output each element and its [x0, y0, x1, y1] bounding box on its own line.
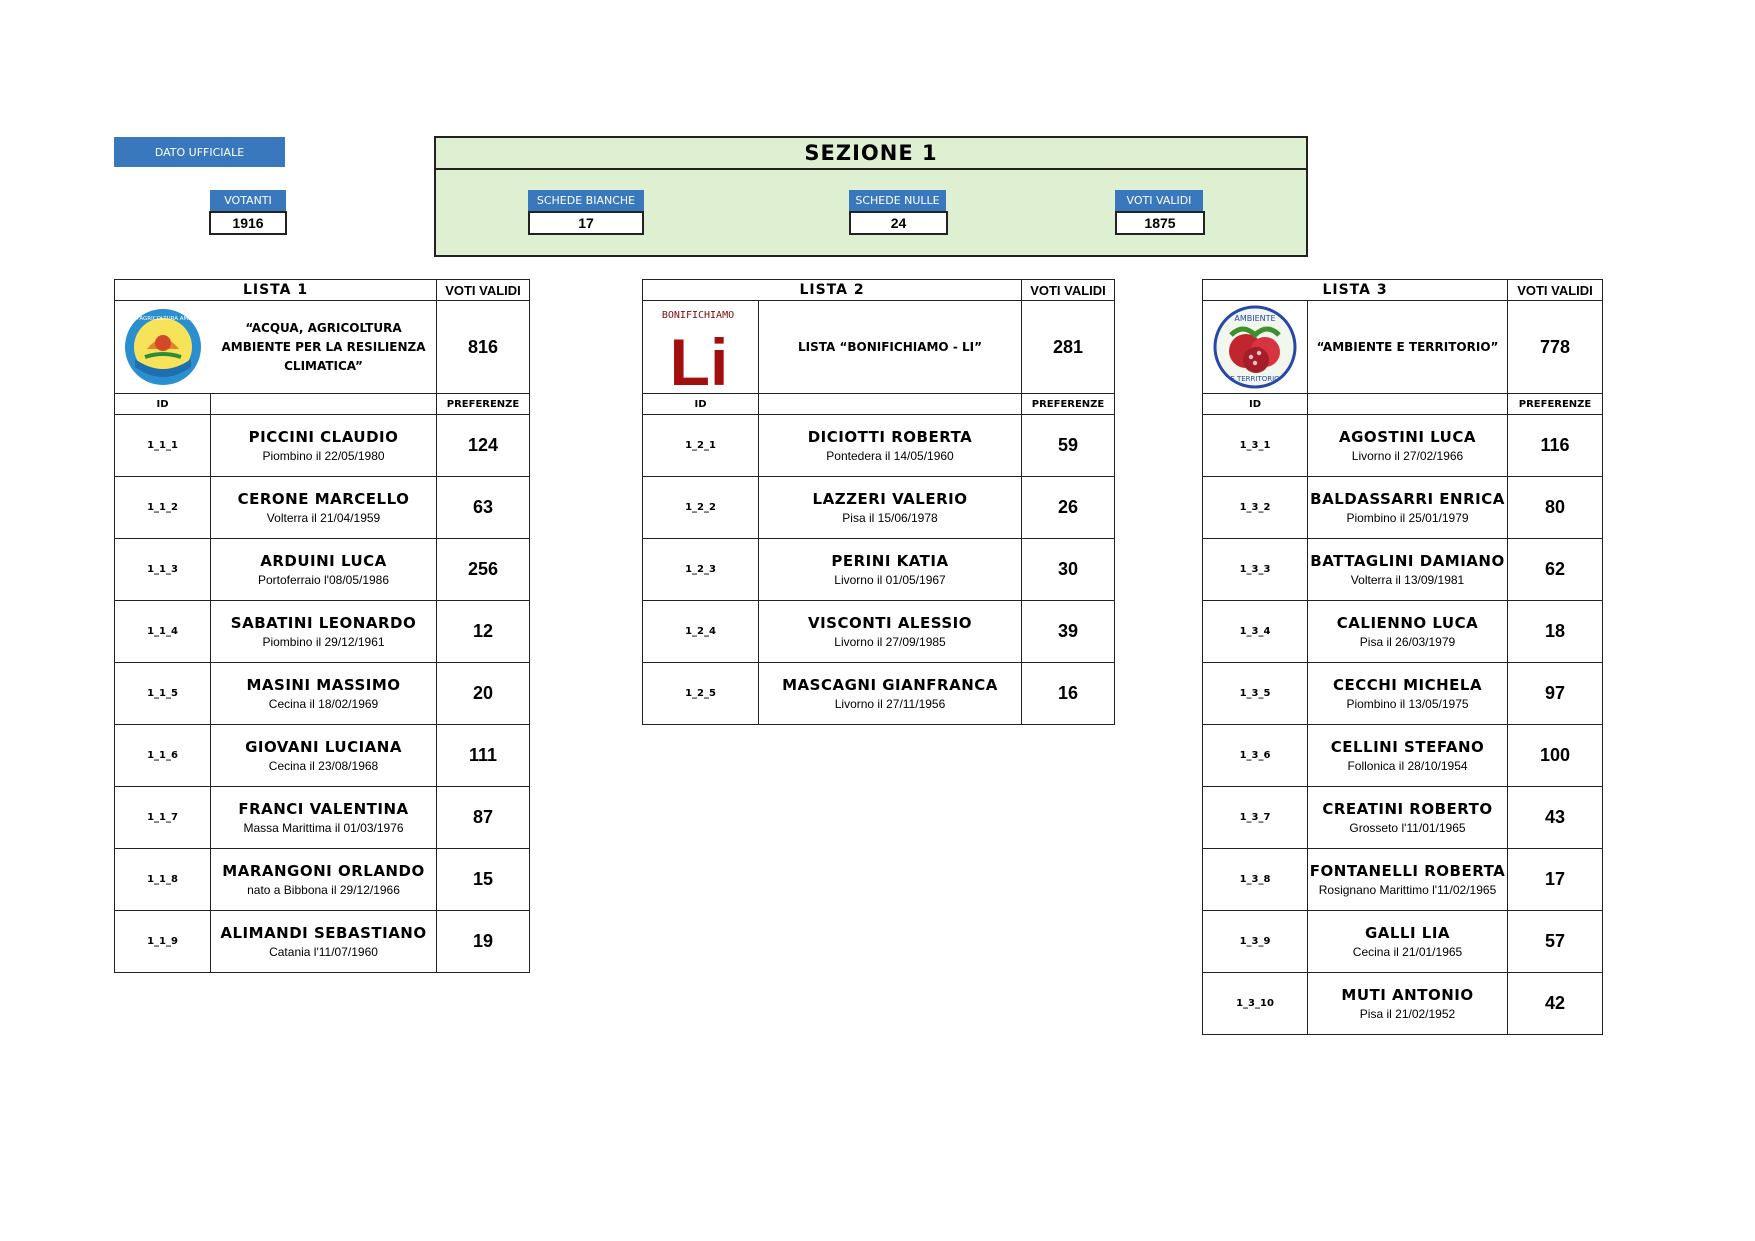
candidate-cell	[211, 663, 437, 725]
logo-lettering-big: Li	[669, 325, 728, 399]
candidate-name: SABATINI LEONARDO	[230, 614, 417, 632]
candidate-birth: Grosseto l'11/01/1965	[1349, 821, 1466, 835]
candidate-birth: nato a Bibbona il 29/12/1966	[247, 883, 400, 897]
candidate-birth: Cecina il 18/02/1969	[268, 697, 379, 711]
candidate-row	[115, 663, 530, 725]
candidate-name: CELLINI STEFANO	[1330, 738, 1485, 756]
candidate-id: 1_1_3	[115, 539, 211, 601]
candidate-row	[115, 725, 530, 787]
candidate-birth: Cecina il 23/08/1968	[268, 759, 379, 773]
candidate-id: 1_2_5	[643, 663, 759, 725]
candidate-preferences: 20	[437, 663, 530, 725]
preferences-header: PREFERENZE	[437, 394, 530, 415]
id-header: ID	[115, 394, 211, 415]
candidate-birth: Massa Marittima il 01/03/1976	[243, 821, 404, 835]
candidate-name: BALDASSARRI ENRICA	[1310, 490, 1505, 508]
candidate-birth: Follonica il 28/10/1954	[1347, 759, 1468, 773]
candidate-cell	[211, 725, 437, 787]
list-name: “AMBIENTE E TERRITORIO”	[1308, 301, 1508, 394]
list-title: LISTA 1	[115, 280, 437, 301]
candidate-row	[1203, 415, 1603, 477]
candidate-name: ARDUINI LUCA	[260, 552, 387, 570]
candidate-preferences: 26	[1022, 477, 1115, 539]
candidate-preferences: 116	[1508, 415, 1603, 477]
candidate-cell	[759, 601, 1022, 663]
candidate-name: MASINI MASSIMO	[246, 676, 401, 694]
candidate-name: AGOSTINI LUCA	[1339, 428, 1476, 446]
candidate-cell	[1308, 539, 1508, 601]
candidate-cell	[211, 787, 437, 849]
candidate-row	[643, 539, 1115, 601]
candidate-name: MUTI ANTONIO	[1341, 986, 1474, 1004]
candidate-cell	[1308, 849, 1508, 911]
candidate-birth: Piombino il 25/01/1979	[1346, 511, 1469, 525]
candidate-cell	[211, 539, 437, 601]
candidate-id: 1_2_3	[643, 539, 759, 601]
candidate-cell	[1308, 725, 1508, 787]
candidate-row	[1203, 973, 1603, 1035]
name-header	[211, 394, 437, 415]
candidate-name: PERINI KATIA	[831, 552, 949, 570]
candidate-cell	[759, 539, 1022, 601]
candidate-id: 1_3_7	[1203, 787, 1308, 849]
preferences-header: PREFERENZE	[1508, 394, 1603, 415]
candidate-cell	[759, 477, 1022, 539]
candidate-row	[643, 415, 1115, 477]
candidate-id: 1_2_1	[643, 415, 759, 477]
candidate-cell	[211, 849, 437, 911]
id-header: ID	[643, 394, 759, 415]
candidate-cell	[211, 477, 437, 539]
candidate-id: 1_2_4	[643, 601, 759, 663]
voti-validi-label: VOTI VALIDI	[1115, 190, 1203, 211]
lista-3-table	[1202, 279, 1603, 1035]
candidate-cell	[1308, 911, 1508, 973]
candidate-id: 1_3_4	[1203, 601, 1308, 663]
list-title: LISTA 3	[1203, 280, 1508, 301]
candidate-preferences: 42	[1508, 973, 1603, 1035]
acqua-agricoltura-ambiente-logo	[115, 307, 211, 387]
schede-bianche-value: 17	[528, 211, 644, 235]
candidate-birth: Piombino il 13/05/1975	[1346, 697, 1469, 711]
candidate-row	[643, 601, 1115, 663]
preferences-header: PREFERENZE	[1022, 394, 1115, 415]
candidate-name: CALIENNO LUCA	[1336, 614, 1479, 632]
ambiente-e-territorio-logo	[1203, 305, 1307, 389]
candidate-id: 1_2_2	[643, 477, 759, 539]
candidate-row	[1203, 787, 1603, 849]
name-header	[1308, 394, 1508, 415]
lista-2-table	[642, 279, 1115, 725]
candidate-birth: Pisa il 26/03/1979	[1359, 635, 1456, 649]
schede-nulle-value: 24	[849, 211, 948, 235]
logo-lettering-top: AMBIENTE	[1234, 314, 1276, 323]
candidate-row	[115, 415, 530, 477]
candidate-cell	[1308, 973, 1508, 1035]
candidate-birth: Volterra il 21/04/1959	[266, 511, 381, 525]
valid-votes-header: VOTI VALIDI	[1508, 280, 1603, 301]
candidate-preferences: 39	[1022, 601, 1115, 663]
candidate-cell	[1308, 787, 1508, 849]
candidate-name: FONTANELLI ROBERTA	[1309, 862, 1506, 880]
candidate-preferences: 87	[437, 787, 530, 849]
list-votes: 281	[1022, 301, 1115, 394]
candidate-preferences: 30	[1022, 539, 1115, 601]
candidate-preferences: 97	[1508, 663, 1603, 725]
candidate-cell	[1308, 601, 1508, 663]
candidate-id: 1_1_5	[115, 663, 211, 725]
votanti-label: VOTANTI	[210, 190, 286, 211]
candidate-row	[643, 477, 1115, 539]
candidate-preferences: 18	[1508, 601, 1603, 663]
section-title: SEZIONE 1	[436, 138, 1306, 170]
candidate-id: 1_3_5	[1203, 663, 1308, 725]
candidate-name: LAZZERI VALERIO	[812, 490, 968, 508]
candidate-id: 1_1_9	[115, 911, 211, 973]
candidate-row	[1203, 849, 1603, 911]
list-votes: 816	[437, 301, 530, 394]
candidate-birth: Pisa il 15/06/1978	[842, 511, 938, 525]
candidate-cell	[211, 415, 437, 477]
candidate-name: GIOVANI LUCIANA	[245, 738, 402, 756]
candidate-birth: Piombino il 22/05/1980	[262, 449, 385, 463]
candidate-preferences: 19	[437, 911, 530, 973]
official-data-badge: DATO UFFICIALE	[114, 137, 285, 167]
candidate-row	[115, 539, 530, 601]
candidate-preferences: 124	[437, 415, 530, 477]
candidate-row	[1203, 663, 1603, 725]
candidate-id: 1_1_4	[115, 601, 211, 663]
candidate-row	[115, 601, 530, 663]
schede-nulle-label: SCHEDE NULLE	[849, 190, 946, 211]
candidate-name: CREATINI ROBERTO	[1322, 800, 1493, 818]
candidate-cell	[759, 663, 1022, 725]
candidate-birth: Portoferraio l'08/05/1986	[257, 573, 390, 587]
candidate-name: GALLI LIA	[1364, 924, 1451, 942]
candidate-id: 1_1_8	[115, 849, 211, 911]
candidate-preferences: 15	[437, 849, 530, 911]
candidate-preferences: 57	[1508, 911, 1603, 973]
list-title: LISTA 2	[643, 280, 1022, 301]
candidate-id: 1_3_1	[1203, 415, 1308, 477]
candidate-cell	[211, 601, 437, 663]
candidate-preferences: 16	[1022, 663, 1115, 725]
candidate-id: 1_3_3	[1203, 539, 1308, 601]
candidate-preferences: 80	[1508, 477, 1603, 539]
voti-validi-value: 1875	[1115, 211, 1205, 235]
valid-votes-header: VOTI VALIDI	[437, 280, 530, 301]
candidate-name: PICCINI CLAUDIO	[248, 428, 399, 446]
candidate-name: VISCONTI ALESSIO	[807, 614, 973, 632]
candidate-preferences: 63	[437, 477, 530, 539]
logo-lettering: ACQUA AGRICOLTURA AMBIENTE	[117, 316, 209, 322]
candidate-birth: Rosignano Marittimo l'11/02/1965	[1318, 883, 1497, 897]
lista-1-table	[114, 279, 530, 973]
id-header: ID	[1203, 394, 1308, 415]
valid-votes-header: VOTI VALIDI	[1022, 280, 1115, 301]
candidate-birth: Volterra il 13/09/1981	[1350, 573, 1465, 587]
candidate-id: 1_1_1	[115, 415, 211, 477]
candidate-row	[1203, 601, 1603, 663]
candidate-preferences: 12	[437, 601, 530, 663]
candidate-preferences: 62	[1508, 539, 1603, 601]
candidate-id: 1_1_6	[115, 725, 211, 787]
votanti-value: 1916	[209, 211, 287, 235]
candidate-name: CECCHI MICHELA	[1332, 676, 1483, 694]
section-summary-panel	[434, 136, 1308, 257]
candidate-birth: Piombino il 29/12/1961	[262, 635, 385, 649]
list-name: “ACQUA, AGRICOLTURA AMBIENTE PER LA RESILIENZA CLIMATICA”	[221, 320, 426, 373]
candidate-preferences: 17	[1508, 849, 1603, 911]
candidate-id: 1_3_8	[1203, 849, 1308, 911]
candidate-id: 1_3_9	[1203, 911, 1308, 973]
candidate-name: FRANCI VALENTINA	[238, 800, 409, 818]
logo-lettering: BONIFICHIAMO	[661, 310, 734, 321]
candidate-birth: Pisa il 21/02/1952	[1359, 1007, 1456, 1021]
candidate-name: ALIMANDI SEBASTIANO	[220, 924, 427, 942]
candidate-birth: Livorno il 01/05/1967	[834, 573, 946, 587]
list-votes: 778	[1508, 301, 1603, 394]
candidate-name: CERONE MARCELLO	[237, 490, 410, 508]
candidate-row	[1203, 539, 1603, 601]
candidate-cell	[1308, 415, 1508, 477]
candidate-row	[115, 849, 530, 911]
candidate-id: 1_3_6	[1203, 725, 1308, 787]
candidate-row	[1203, 725, 1603, 787]
candidate-birth: Livorno il 27/02/1966	[1351, 449, 1464, 463]
bonifichiamo-li-logo	[643, 305, 758, 399]
candidate-id: 1_1_7	[115, 787, 211, 849]
list-name: LISTA “BONIFICHIAMO - LI”	[759, 301, 1022, 394]
candidate-preferences: 111	[437, 725, 530, 787]
candidate-row	[1203, 911, 1603, 973]
candidate-birth: Livorno il 27/11/1956	[834, 697, 946, 711]
candidate-row	[643, 663, 1115, 725]
candidate-preferences: 59	[1022, 415, 1115, 477]
logo-lettering-bottom: E TERRITORIO	[1230, 375, 1280, 383]
candidate-id: 1_3_10	[1203, 973, 1308, 1035]
candidate-cell	[1308, 663, 1508, 725]
candidate-birth: Pontedera il 14/05/1960	[826, 449, 954, 463]
candidate-preferences: 43	[1508, 787, 1603, 849]
candidate-id: 1_1_2	[115, 477, 211, 539]
name-header	[759, 394, 1022, 415]
candidate-preferences: 256	[437, 539, 530, 601]
candidate-cell	[211, 911, 437, 973]
candidate-row	[115, 477, 530, 539]
candidate-row	[115, 787, 530, 849]
candidate-cell	[759, 415, 1022, 477]
candidate-name: DICIOTTI ROBERTA	[807, 428, 973, 446]
candidate-birth: Catania l'11/07/1960	[269, 945, 378, 959]
candidate-preferences: 100	[1508, 725, 1603, 787]
candidate-name: MARANGONI ORLANDO	[222, 862, 425, 880]
candidate-name: BATTAGLINI DAMIANO	[1310, 552, 1505, 570]
schede-bianche-label: SCHEDE BIANCHE	[528, 190, 644, 211]
candidate-row	[115, 911, 530, 973]
candidate-id: 1_3_2	[1203, 477, 1308, 539]
candidate-birth: Livorno il 27/09/1985	[834, 635, 946, 649]
candidate-row	[1203, 477, 1603, 539]
candidate-birth: Cecina il 21/01/1965	[1352, 945, 1463, 959]
candidate-name: MASCAGNI GIANFRANCA	[782, 676, 998, 694]
candidate-cell	[1308, 477, 1508, 539]
